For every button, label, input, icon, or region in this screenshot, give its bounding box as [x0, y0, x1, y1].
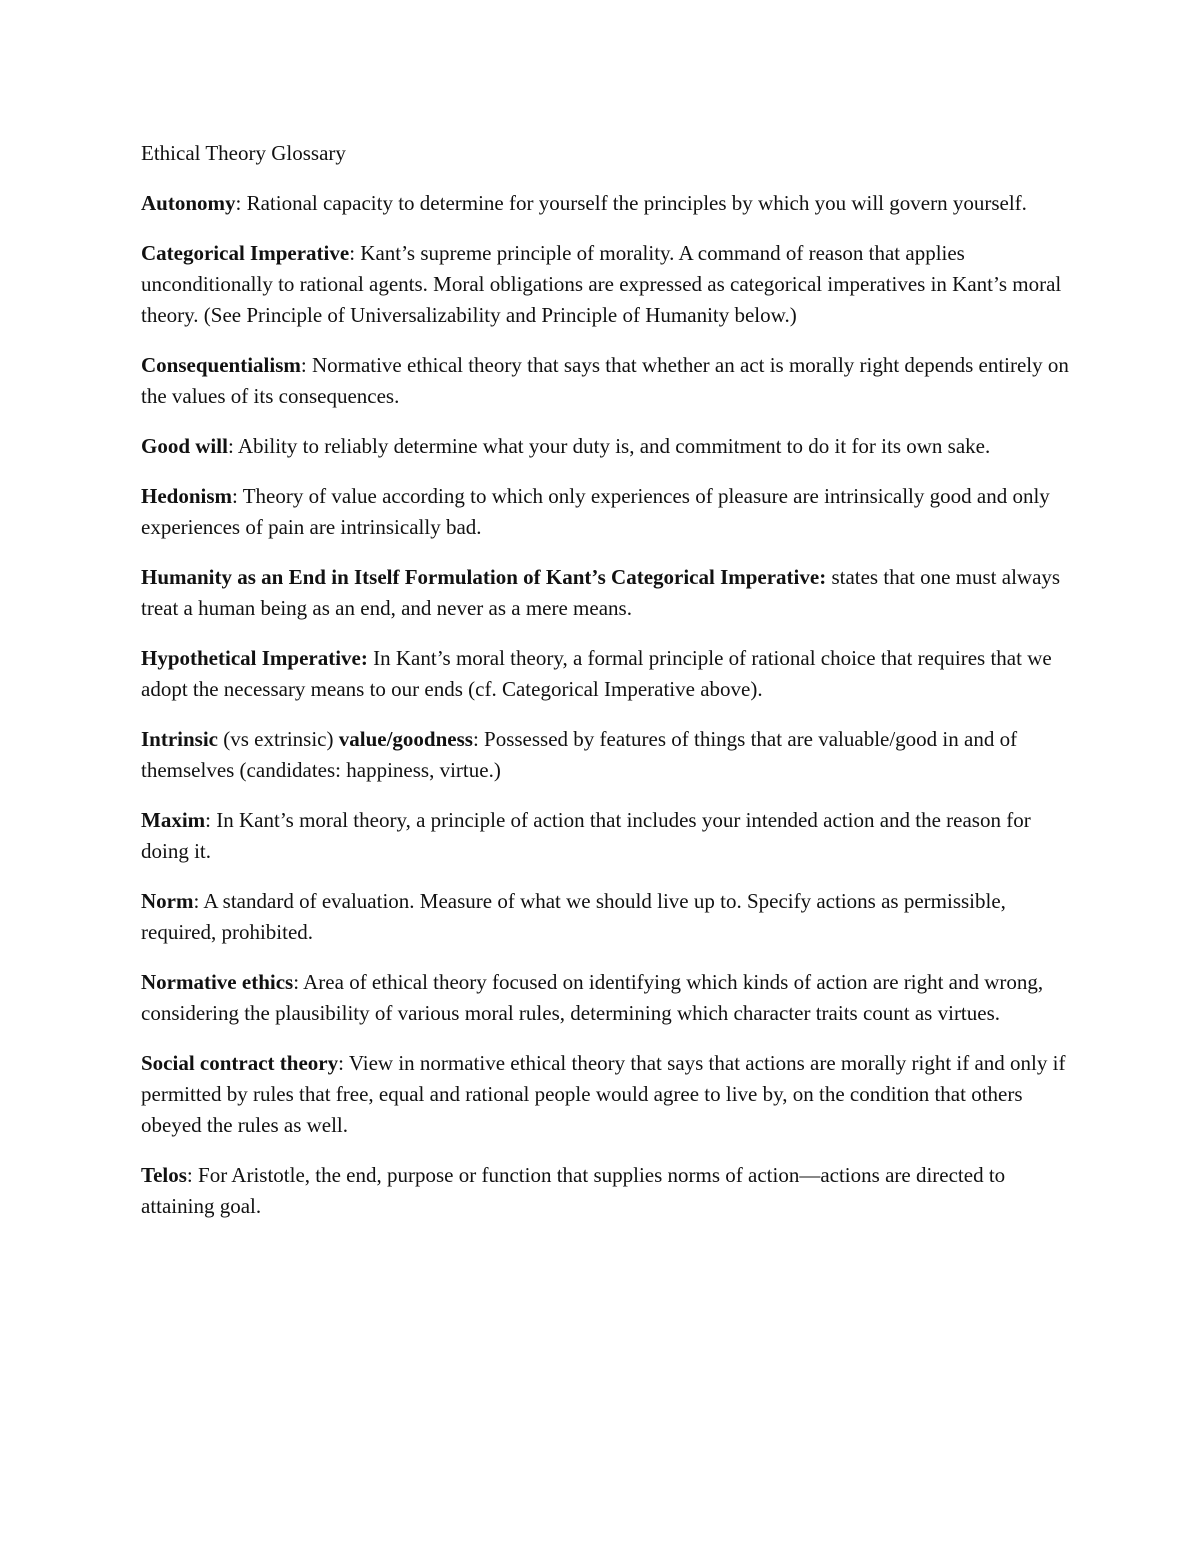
glossary-definition: Rational capacity to determine for yourself the principles by which you will govern yourself. — [246, 191, 1027, 215]
glossary-entry — [141, 1160, 1071, 1222]
glossary-entry — [141, 431, 1071, 462]
glossary-entry — [141, 724, 1071, 786]
glossary-definition: Normative ethical theory that says that whether an act is morally right depends entirely on the values of its consequences. — [141, 353, 1069, 408]
glossary-term: Categorical Imperative — [141, 241, 350, 265]
term-separator: : — [227, 434, 238, 458]
glossary-definition: Area of ethical theory focused on identifying which kinds of action are right and wrong, considering the plausibility of various moral rules, determining which character traits count as virtues. — [141, 970, 1044, 1025]
term-separator: : — [293, 970, 304, 994]
glossary-term: Telos — [141, 1163, 187, 1187]
term-qualifier: (vs extrinsic) — [223, 727, 339, 751]
glossary-list — [141, 188, 1071, 1222]
glossary-term-continuation: value/goodness — [338, 727, 473, 751]
glossary-term: Normative ethics — [141, 970, 294, 994]
term-separator: : — [300, 353, 312, 377]
glossary-entry — [141, 643, 1071, 705]
glossary-definition: Ability to reliably determine what your duty is, and commitment to do it for its own sake. — [237, 434, 991, 458]
glossary-term: Maxim — [141, 808, 206, 832]
term-separator: : — [235, 191, 247, 215]
term-separator: : — [186, 1163, 199, 1187]
glossary-term: Humanity as an End in Itself Formulation of Kant’s Categorical Imperative: — [141, 565, 827, 589]
glossary-definition: In Kant’s moral theory, a principle of action that includes your intended action and the reason for doing it. — [141, 808, 1031, 863]
glossary-entry — [141, 238, 1071, 331]
document-page — [141, 138, 1071, 1241]
glossary-entry — [141, 350, 1071, 412]
glossary-term: Good will — [141, 434, 228, 458]
glossary-entry — [141, 188, 1071, 219]
glossary-definition: View in normative ethical theory that says that actions are morally right if and only if permitted by rules that free, equal and rational people would agree to live by, on the condition that others obeyed the rules as well. — [141, 1051, 1066, 1137]
glossary-term: Consequentialism — [141, 353, 301, 377]
glossary-term: Intrinsic — [141, 727, 219, 751]
document-title: Ethical Theory Glossary — [141, 141, 346, 165]
glossary-term: Hypothetical Imperative: — [141, 646, 368, 670]
glossary-definition: states that one must always treat a human being as an end, and never as a mere means. — [141, 565, 1061, 620]
glossary-definition: : Possessed by features of things that are valuable/good in and of themselves (candidates: happiness, virtue.) — [141, 727, 1018, 782]
glossary-definition: Kant’s supreme principle of morality. A command of reason that applies unconditionally to rational agents. Moral obligations are expressed as categorical imperatives in Kant’s moral theory. (See Principle of Universalizability and Principle of Humanity below.) — [141, 241, 1062, 327]
glossary-entry — [141, 886, 1071, 948]
glossary-term: Autonomy — [141, 191, 236, 215]
glossary-entry — [141, 805, 1071, 867]
term-separator: : — [338, 1051, 349, 1075]
glossary-definition: For Aristotle, the end, purpose or function that supplies norms of action—actions are directed to attaining goal. — [141, 1163, 1006, 1218]
term-separator: : — [193, 889, 204, 913]
glossary-entry — [141, 967, 1071, 1029]
glossary-entry — [141, 1048, 1071, 1141]
glossary-entry — [141, 481, 1071, 543]
glossary-definition: In Kant’s moral theory, a formal principle of rational choice that requires that we adopt the necessary means to our ends (cf. Categorical Imperative above). — [141, 646, 1052, 701]
term-separator: : — [232, 484, 243, 508]
glossary-term: Hedonism — [141, 484, 233, 508]
term-separator: : — [349, 241, 361, 265]
glossary-definition: Theory of value according to which only experiences of pleasure are intrinsically good and only experiences of pain are intrinsically bad. — [141, 484, 1050, 539]
glossary-term: Norm — [141, 889, 194, 913]
glossary-entry — [141, 562, 1071, 624]
term-separator: : — [205, 808, 217, 832]
glossary-term: Social contract theory — [141, 1051, 339, 1075]
glossary-definition: A standard of evaluation. Measure of what we should live up to. Specify actions as permissible, required, prohibited. — [141, 889, 1006, 944]
